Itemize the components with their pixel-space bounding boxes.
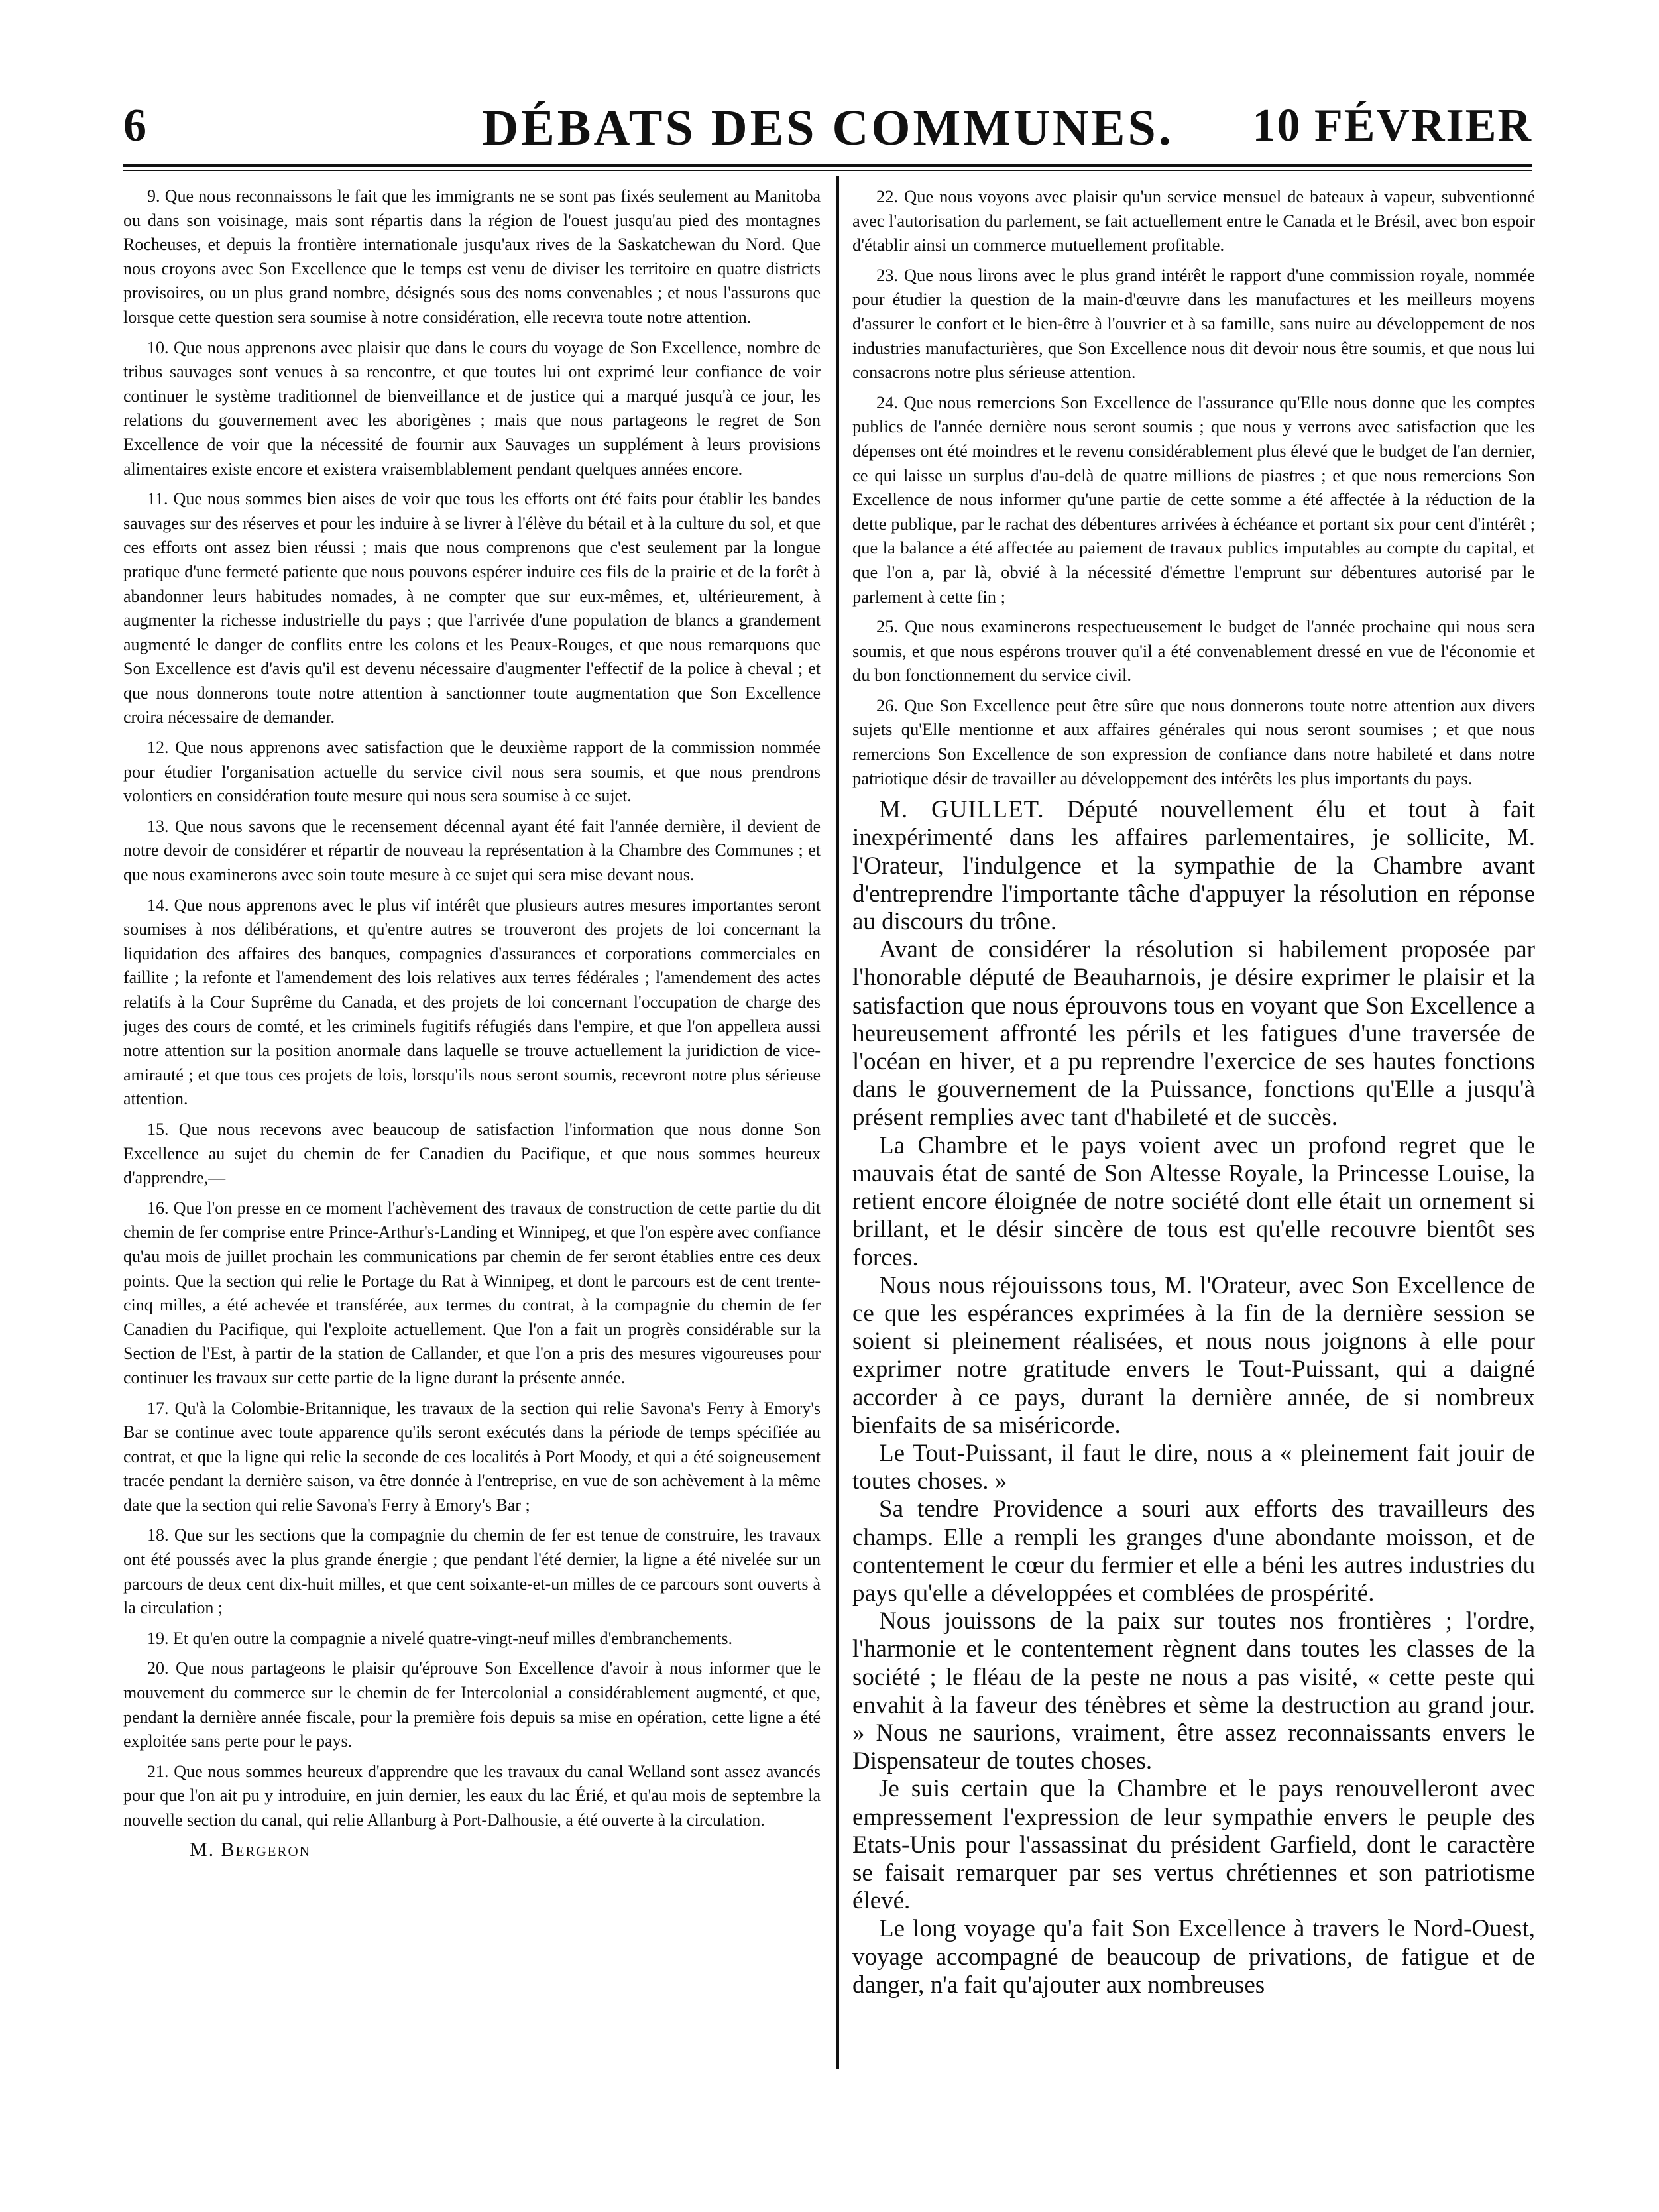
page-header: [123, 99, 1532, 166]
column-divider: [836, 176, 839, 2069]
speech-paragraph: Sa tendre Providence a souri aux efforts des travailleurs des champs. Elle a rempli les granges d'une abondante moisson, et de contentement le cœur du fermier et elle a béni les autres industries du pays qu'elle a développées et comblées de prospérité.: [852, 1495, 1535, 1607]
paragraph: 25. Que nous examinerons respectueusement le budget de l'année prochaine qui nous sera soumis, et que nous espérons trouver qu'il a été convenablement dressé en vue de l'économie et du bon fonctionnement du service civil.: [852, 616, 1535, 685]
speech-paragraph: Nous jouissons de la paix sur toutes nos frontières ; l'ordre, l'harmonie et le contentement règnent dans toutes les classes de la société ; le fléau de la peste ne nous a pas visité, « cette peste qui envahit à la faveur des ténèbres et sème la destruction au grand jour. » Nous ne saurions, vraiment, être assez reconnaissants envers le Dispensateur de toutes choses.: [852, 1607, 1535, 1775]
signoff-name: M. Bergeron: [190, 1838, 311, 1861]
paragraph: 22. Que nous voyons avec plaisir qu'un service mensuel de bateaux à vapeur, subventionné avec l'autorisation du parlement, se fait actuellement entre le Canada et le Brésil, avec bon espoir d'établir ainsi un commerce mutuellement profitable.: [852, 186, 1535, 255]
paragraph: 11. Que nous sommes bien aises de voir que tous les efforts ont été faits pour établir les bandes sauvages sur des réserves et pour les induire à se livrer à l'élève du bétail et à la culture du sol, et que ces efforts ont assez bien réussi ; mais que nous comprenons que c'est seulement par la longue pratique d'une fermeté patiente que nous pouvons espérer induire ces fils de la prairie et de la forêt à abandonner leurs habitudes nomades, à ne compter que sur eux-mêmes, et, ultérieurement, à augmenter la richesse industrielle du pays ; que l'arrivée d'une population de blancs a grandement augmenté le danger de conflits entre les colons et les Peaux-Rouges, et que nous remarquons que Son Excellence est d'avis qu'il est devenu nécessaire d'augmenter l'effectif de la police à cheval ; et que nous donnerons toute notre attention à sanctionner toute augmentation que Son Excellence croira nécessaire de demander.: [123, 489, 821, 727]
paragraph: 24. Que nous remercions Son Excellence de l'assurance qu'Elle nous donne que les comptes publics de l'année dernière nous seront soumis ; que nous y verrons avec satisfaction que les dépenses ont été moindres et le revenu considérablement plus élevé que le budget de l'an dernier, ce qui laisse un surplus d'au-delà de quatre millions de piastres ; et que nous remercions Son Excellence de nous informer qu'une partie de cette somme a été affectée à la réduction de la dette publique, par le rachat des débentures arrivées à échéance et portant six pour cent d'intérêt ; que la balance a été affectée au paiement de travaux publics imputables au compte du capital, et que l'on a, par là, obvié à la nécessité d'émettre l'emprunt sur débentures autorisé par le parlement à cette fin ;: [852, 392, 1535, 607]
speech-paragraph: La Chambre et le pays voient avec un profond regret que le mauvais état de santé de Son Altesse Royale, la Princesse Louise, la retient encore éloignée de notre société dont elle était un ornement si brillant, et le désir sincère de tous est qu'elle recouvre bientôt ses forces.: [852, 1132, 1535, 1271]
speech-paragraph: Nous nous réjouissons tous, M. l'Orateur, avec Son Excellence de ce que les espérances exprimées à la fin de la dernière session se soient si pleinement réalisées, et nous nous joignons à elle pour exprimer notre gratitude envers le Tout-Puissant, qui a daigné accorder à ce pays, durant la dernière année, de si nombreux bienfaits de sa miséricorde.: [852, 1271, 1535, 1439]
speech-paragraph: Avant de considérer la résolution si habilement proposée par l'honorable député de Beauharnois, je désire exprimer le plaisir et la satisfaction que nous éprouvons tous en voyant que Son Excellence a heureusement affronté les périls et les fatigues d'une traversée de l'océan en hiver, et a pu reprendre l'exercice de ses hautes fonctions dans le gouvernement de la Puissance, fonctions qu'Elle a jusqu'à présent remplies avec tant d'habileté et de succès.: [852, 936, 1535, 1132]
speaker-name: M. GUILLET.: [879, 796, 1045, 824]
speech-first-text: Député nouvellement élu et tout à fait inexpérimenté dans les affaires parlementaires, je sollicite, M. l'Orateur, l'indulgence et la sympathie de la Chambre avant d'entreprendre l'importante tâche d'appuyer la résolution en réponse au discours du trône.: [852, 796, 1535, 936]
speech-opening: [852, 796, 1535, 936]
paragraph: 26. Que Son Excellence peut être sûre que nous donnerons toute notre attention aux divers sujets qu'Elle mentionne et aux affaires générales qui nous seront soumises ; et que nous remercions Son Excellence de son expression de confiance dans notre habileté et dans notre patriotique désir de travailler au développement des intérêts les plus importants du pays.: [852, 695, 1535, 788]
paragraph: 15. Que nous recevons avec beaucoup de satisfaction l'information que nous donne Son Excellence au sujet du chemin de fer Canadien du Pacifique, et que nous sommes heureux d'apprendre,—: [123, 1119, 821, 1188]
paragraph: 14. Que nous apprenons avec le plus vif intérêt que plusieurs autres mesures importantes seront soumises à nos délibérations, et qu'entre autres se trouveront des projets de loi concernant la liquidation des affaires des banques, compagnies d'assurances et corporations commerciales en faillite ; la refonte et l'amendement des lois relatives aux terres fédérales ; l'amendement des actes relatifs à la Cour Suprême du Canada, et des projets de loi concernant l'occupation de charge des juges des cours de comté, et les criminels fugitifs réfugiés dans l'empire, et que l'on appellera aussi notre attention sur la position anormale dans laquelle se trouve actuellement la juridiction de vice-amirauté ; et que tous ces projets de lois, lorsqu'ils nous seront soumis, recevront notre plus sérieuse attention.: [123, 895, 821, 1109]
paragraph: 9. Que nous reconnaissons le fait que les immigrants ne se sont pas fixés seulement au Manitoba ou dans son voisinage, mais sont répartis dans la région de l'ouest jusqu'au pied des montagnes Rocheuses, et depuis la frontière internationale jusqu'aux rives de la Saskatchewan du Nord. Que nous croyons avec Son Excellence que le temps est venu de diviser les territoire en quatre districts provisoires, ou un plus grand nombre, désignés sous des noms convenables ; et nous l'assurons que lorsque cette question sera soumise à notre considération, elle recevra toute notre attention.: [123, 186, 821, 327]
page-date: 10 FÉVRIER: [1252, 100, 1532, 151]
header-rule-thin: [123, 170, 1532, 171]
paragraph: 20. Que nous partageons le plaisir qu'éprouve Son Excellence d'avoir à nous informer que le mouvement du commerce sur le chemin de fer Intercolonial a considérablement augmenté, et que, pendant la dernière année fiscale, pour la première fois depuis sa mise en opération, cette ligne a été exploitée sans perte pour le pays.: [123, 1659, 821, 1751]
paragraph: 12. Que nous apprenons avec satisfaction que le deuxième rapport de la commission nommée pour étudier l'organisation actuelle du service civil nous sera soumis, et que nous prendrons volontiers en considération toute mesure qui nous sera soumise à ce sujet.: [123, 738, 821, 806]
paragraph: 18. Que sur les sections que la compagnie du chemin de fer est tenue de construire, les travaux ont été poussés avec la plus grande énergie ; que pendant l'été dernier, la ligne a été nivelée sur un parcours de deux cent dix-huit milles, et que cent soixante-et-un milles de ce parcours sont ouverts à la circulation ;: [123, 1525, 821, 1618]
paragraph: 23. Que nous lirons avec le plus grand intérêt le rapport d'une commission royale, nommée pour étudier la question de la main-d'œuvre dans les manufactures et les meilleurs moyens d'assurer le confort et le bien-être à l'ouvrier et à sa famille, sans nuire au développement de nos industries manufacturières, que Son Excellence nous dit devoir nous être soumis, et que nous lui consacrons notre plus sérieuse attention.: [852, 264, 1535, 382]
paragraph: 21. Que nous sommes heureux d'apprendre que les travaux du canal Welland sont assez avancés pour que l'on ait pu y introduire, en juin dernier, les eaux du lac Érié, et qu'au mois de septembre la nouvelle section du canal, qui relie Allanburg à Port-Dalhousie, a été ouverte à la circulation.: [123, 1761, 821, 1830]
paragraph: 13. Que nous savons que le recensement décennal ayant été fait l'année dernière, il devient de notre devoir de considérer et répartir de nouveau la représentation à la Chambre des Communes ; et que nous examinerons avec soin toute mesure à ce sujet qui sera mise devant nous.: [123, 816, 821, 885]
speech-paragraph: Le long voyage qu'a fait Son Excellence à travers le Nord-Ouest, voyage accompagné de beaucoup de privations, de fatigue et de danger, n'a fait qu'ajouter aux nombreuses: [852, 1915, 1535, 1999]
speech: [852, 796, 1535, 1999]
left-column: [123, 184, 821, 1861]
page-number: 6: [123, 100, 146, 151]
speech-paragraph: Je suis certain que la Chambre et le pays renouvelleront avec empressement l'expression de leur sympathie envers le peuple des Etats-Unis pour l'assassinat du président Garfield, dont le caractère se faisait remarquer par ses vertus chrétiennes et son patriotisme élevé.: [852, 1775, 1535, 1915]
speech-paragraph: Le Tout-Puissant, il faut le dire, nous a « pleinement fait jouir de toutes choses. »: [852, 1439, 1535, 1495]
paragraph: 16. Que l'on presse en ce moment l'achèvement des travaux de construction de cette partie du dit chemin de fer comprise entre Prince-Arthur's-Landing et Winnipeg, et que l'on espère avec confiance qu'au mois de juillet prochain les communications par chemin de fer seront établies entre ces deux points. Que la section qui relie le Portage du Rat à Winnipeg, et dont le parcours est de cent trente-cinq milles, a été achevée et transférée, aux termes du contrat, à la compagnie du chemin de fer Canadien du Pacifique, qui l'exploite actuellement. Que l'on a fait un progrès considérable sur la Section de l'Est, à partir de la station de Callander, et que l'on a pris des mesures vigoureuses pour continuer les travaux sur cette partie de la ligne durant la présente année.: [123, 1198, 821, 1387]
paragraph: 17. Qu'à la Colombie-Britannique, les travaux de la section qui relie Savona's Ferry à Emory's Bar se continue avec toute apparence qu'ils seront exécutés dans la période de temps spécifiée au contrat, et que la ligne qui relie la seconde de ces localités à Port Moody, et qui a été soigneusement tracée pendant la dernière saison, va être donnée à l'entreprise, en vue de son achèvement à la même date que la section qui relie Savona's Ferry à Emory's Bar ;: [123, 1398, 821, 1515]
paragraph: 19. Et qu'en outre la compagnie a nivelé quatre-vingt-neuf milles d'embranchements.: [147, 1628, 732, 1648]
resolution-items: [852, 184, 1535, 790]
page-title: DÉBATS DES COMMUNES.: [482, 100, 1174, 156]
paragraph: 10. Que nous apprenons avec plaisir que dans le cours du voyage de Son Excellence, nombre de tribus sauvages sont venues à sa rencontre, et que toutes lui ont exprimé leur confiance de voir continuer le système traditionnel de bienveillance et de justice qui a marqué jusqu'à ce jour, les relations du gouvernement avec les aborigènes ; mais que nous partageons le regret de Son Excellence de voir que la nécessité de fournir aux Sauvages un supplément à leurs provisions alimentaires existe encore et existera vraisemblablement pendant quelques années encore.: [123, 337, 821, 479]
right-column: [852, 184, 1535, 1999]
header-rule: [123, 164, 1532, 167]
